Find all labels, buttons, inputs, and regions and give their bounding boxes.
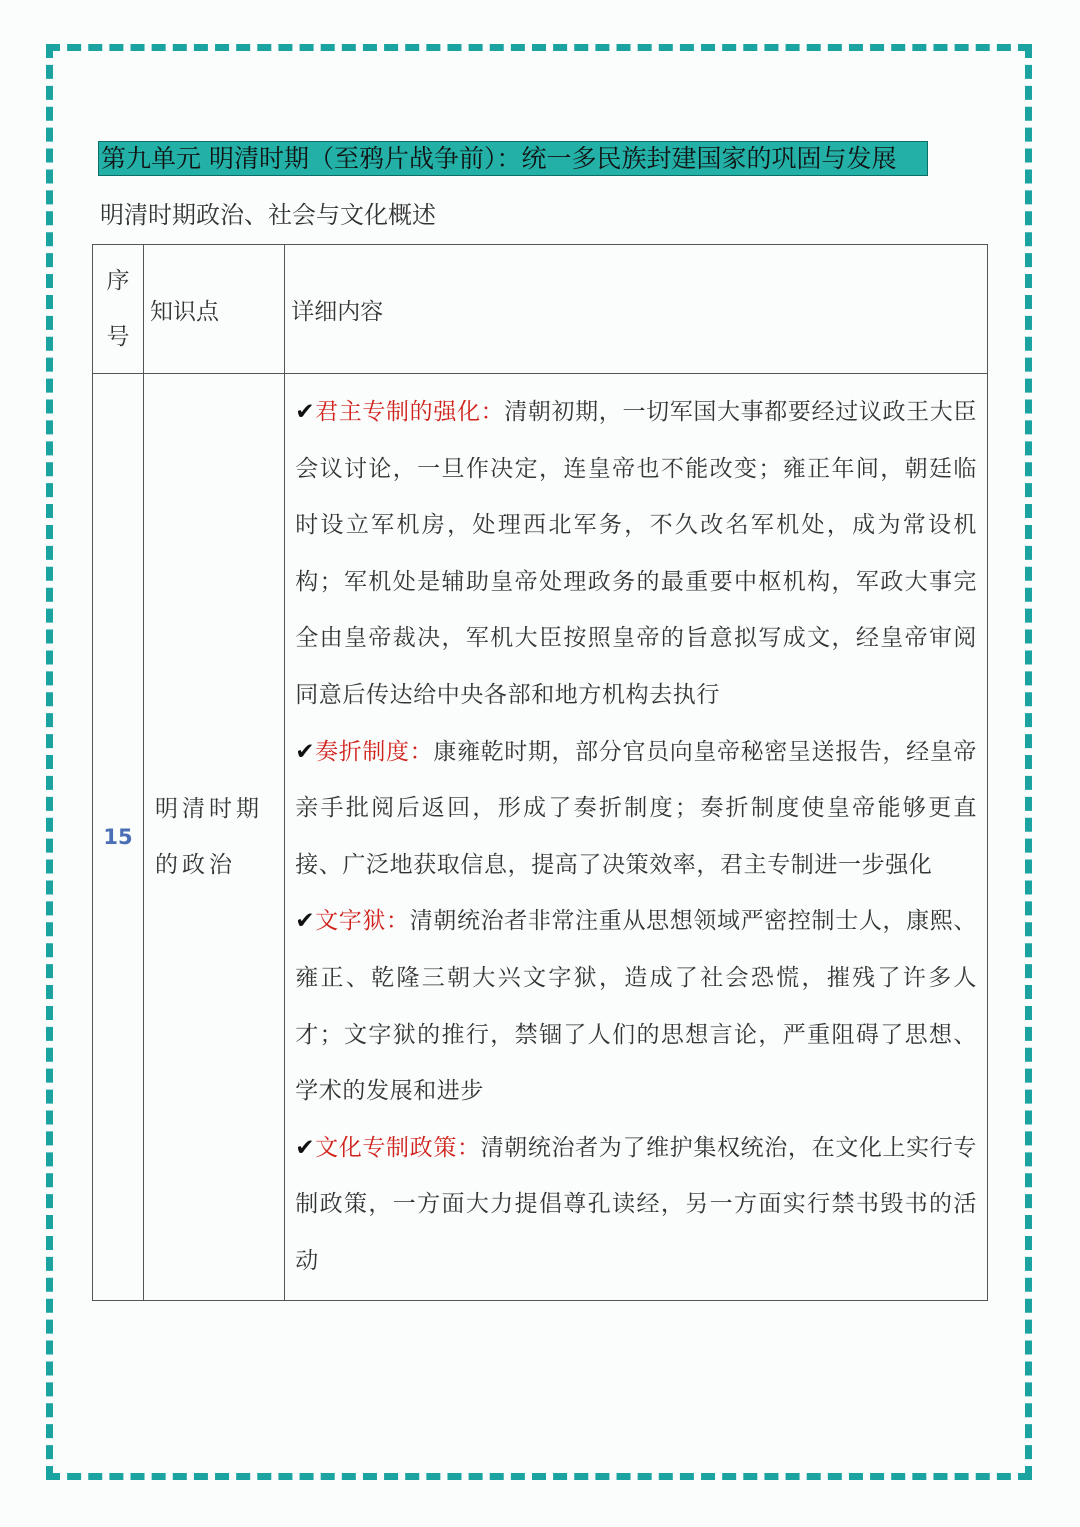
item-title: 文化专制政策： <box>315 1134 481 1161</box>
item-text: 康雍乾时期，部分官员向皇帝秘密呈送报告，经皇帝亲手批阅后返回，形成了奏折制度；奏折制度使皇帝能够更直接、广泛地获取信息，提高了决策效率，君主专制进一步强化 <box>295 738 977 878</box>
row-detail <box>285 374 988 1301</box>
header-knowledge-point: 知识点 <box>144 245 285 374</box>
check-icon: ✔ <box>295 399 316 425</box>
header-detail: 详细内容 <box>285 245 988 374</box>
check-icon: ✔ <box>295 908 316 935</box>
item-text: 清朝统治者为了维护集权统治，在文化上实行专制政策，一方面大力提倡尊孔读经，另一方面实行禁书毁书的活动 <box>295 1134 978 1274</box>
detail-item <box>295 893 977 1119</box>
header-number-line1: 序 <box>106 268 130 294</box>
row-knowledge-point: 明清时期的政治 <box>144 374 285 1301</box>
detail-item <box>295 1120 977 1290</box>
item-text: 清朝初期，一切军国大事都要经过议政王大臣会议讨论，一旦作决定，连皇帝也不能改变；雍正年间，朝廷临时设立军机房，处理西北军务，不久改名军机处，成为常设机构；军机处是辅助皇帝处理政务的最重要中枢机构，军政大事完全由皇帝裁决，军机大臣按照皇帝的旨意拟写成文，经皇帝审阅同意后传达给中央各部和地方机构去执行 <box>295 399 978 708</box>
table-header-row <box>93 245 988 374</box>
item-title: 君主专制的强化： <box>315 399 505 425</box>
row-number: 15 <box>93 374 144 1301</box>
header-number <box>93 245 144 374</box>
detail-item <box>295 384 977 724</box>
unit-title: 第九单元 明清时期（至鸦片战争前）：统一多民族封建国家的巩固与发展 <box>98 141 928 176</box>
knowledge-table <box>92 244 988 1301</box>
table-row <box>93 374 988 1301</box>
section-subtitle: 明清时期政治、社会与文化概述 <box>100 201 436 229</box>
check-icon: ✔ <box>295 738 316 765</box>
detail-item <box>295 724 977 894</box>
item-title: 文字狱： <box>315 908 410 935</box>
item-title: 奏折制度： <box>315 738 434 765</box>
check-icon: ✔ <box>295 1134 316 1161</box>
header-number-line2: 号 <box>106 324 130 350</box>
item-text: 清朝统治者非常注重从思想领域严密控制士人，康熙、雍正、乾隆三朝大兴文字狱，造成了社会恐慌，摧残了许多人才；文字狱的推行，禁锢了人们的思想言论，严重阻碍了思想、学术的发展和进步 <box>295 908 977 1105</box>
